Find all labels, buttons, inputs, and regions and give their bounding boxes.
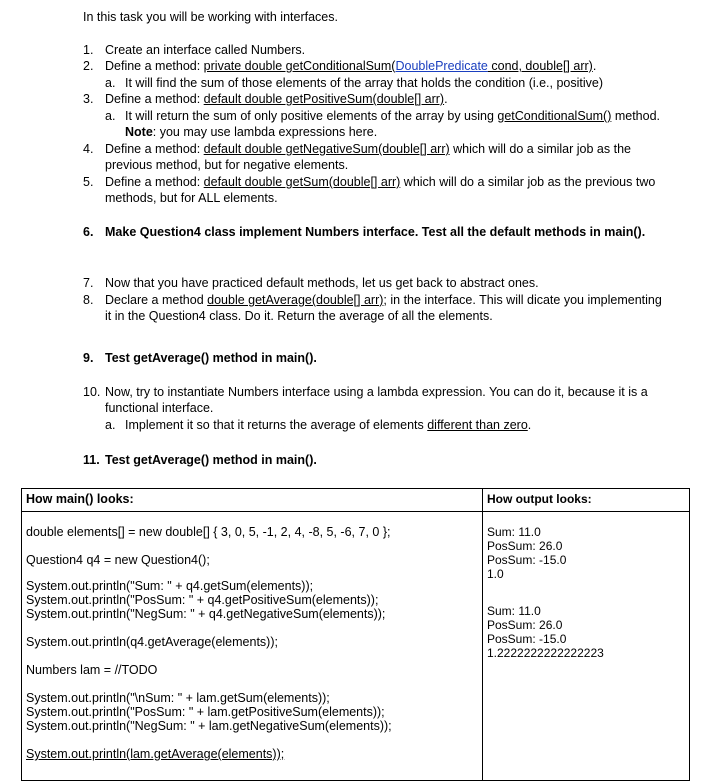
task-text (105, 453, 317, 467)
output-line: PosSum: 26.0 (487, 539, 563, 553)
code-line: Numbers lam = //TODO (26, 663, 158, 677)
task-text (105, 351, 317, 365)
task-number: a. (105, 109, 116, 123)
output-line: Sum: 11.0 (487, 525, 541, 539)
task-item (83, 141, 665, 173)
code-line: System.out.println("Sum: " + q4.getSum(elements)); (26, 579, 314, 593)
task-number: 7. (83, 276, 94, 290)
code-line: System.out.println("\nSum: " + lam.getSum(elements)); (26, 691, 330, 705)
code-line: System.out.println("NegSum: " + lam.getNegativeSum(elements)); (26, 719, 392, 733)
io-table (21, 488, 690, 781)
task-text-segment: Implement it so that it returns the average of elements (125, 418, 428, 432)
output-line: 1.0 (487, 567, 504, 581)
code-line: System.out.println("NegSum: " + q4.getNegativeSum(elements)); (26, 607, 386, 621)
output-line: 1.2222222222222223 (487, 646, 604, 660)
task-number: 2. (83, 59, 94, 73)
task-text (105, 43, 305, 57)
task-text (105, 276, 539, 290)
task-text-segment: Make Question4 class implement Numbers interface. Test all the default methods in main(). (105, 225, 646, 239)
task-number: 1. (83, 43, 94, 57)
task-text-segment: getConditionalSum() (497, 109, 612, 123)
task-text-segment: cond, double[] arr) (487, 59, 593, 73)
task-subitem (83, 417, 665, 433)
intro-text: In this task you will be working with interfaces. (83, 10, 338, 24)
task-number: 9. (83, 351, 94, 365)
output-cell (483, 512, 690, 781)
task-number: 4. (83, 142, 94, 156)
task-text-segment: It will find the sum of those elements of the array that holds the condition (i.e., positive) (125, 76, 604, 90)
output-line: Sum: 11.0 (487, 604, 541, 618)
task-text (125, 76, 603, 90)
task-text-segment: different than zero (427, 418, 528, 432)
task-text (105, 385, 648, 415)
task-number: 11. (83, 453, 100, 467)
task-text (105, 293, 662, 323)
task-item (83, 42, 665, 58)
task-number: 8. (83, 293, 94, 307)
task-number: 5. (83, 175, 94, 189)
code-header: How main() looks: (22, 489, 483, 512)
task-text-segment: ; in the interface. This will dicate you implementing it in the Question4 class. Do it. Return the average of all the elements. (105, 293, 662, 323)
task-number: 6. (83, 225, 94, 239)
task-item (83, 350, 665, 366)
task-text (105, 142, 631, 172)
task-text-segment: Define a method: (105, 59, 204, 73)
task-text-segment: method. (611, 109, 660, 123)
task-number: a. (105, 76, 116, 90)
task-text (125, 418, 531, 432)
task-text (105, 59, 596, 73)
output-header: How output looks: (483, 489, 690, 512)
output-line: PosSum: -15.0 (487, 553, 567, 567)
task-number: a. (105, 418, 116, 432)
code-line: System.out.println(lam.getAverage(elements)); (26, 747, 285, 761)
task-text-segment: which will do a similar job as the previous two methods, but for ALL elements. (105, 175, 656, 205)
task-item (83, 292, 665, 324)
task-item (83, 452, 665, 468)
task-item (83, 384, 665, 416)
task-text-segment: default double getPositiveSum(double[] arr) (203, 92, 445, 106)
task-text-segment: Test getAverage() method in main(). (105, 453, 317, 467)
task-text (105, 175, 655, 205)
task-text-segment: private double getConditionalSum( (203, 59, 396, 73)
output-line: PosSum: 26.0 (487, 618, 563, 632)
task-item (83, 58, 665, 74)
task-text-segment: Define a method: (105, 92, 204, 106)
task-text-segment: Now that you have practiced default methods, let us get back to abstract ones. (105, 276, 539, 290)
task-text-segment: Declare a method (105, 293, 208, 307)
task-text-segment: . (527, 418, 532, 432)
task-text-segment: : you may use lambda expressions here. (152, 125, 378, 139)
task-text-segment: It will return the sum of only positive elements of the array by using (125, 109, 498, 123)
task-item (83, 91, 665, 107)
task-text-segment: Create an interface called Numbers. (105, 43, 306, 57)
task-number: 3. (83, 92, 94, 106)
task-text (105, 92, 448, 106)
task-subitem (83, 75, 665, 91)
task-text-segment: Define a method: (105, 142, 204, 156)
task-subitem (83, 108, 665, 140)
task-item (83, 275, 665, 291)
task-text-segment: double getAverage(double[] arr) (207, 293, 384, 307)
code-cell (22, 512, 483, 781)
code-line: Question4 q4 = new Question4(); (26, 553, 210, 567)
task-text-segment: Test getAverage() method in main(). (105, 351, 317, 365)
code-line: double elements[] = new double[] { 3, 0, 5, -1, 2, 4, -8, 5, -6, 7, 0 }; (26, 525, 391, 539)
task-item (83, 174, 665, 206)
code-line: System.out.println("PosSum: " + lam.getPositiveSum(elements)); (26, 705, 385, 719)
task-text-segment: DoublePredicate (395, 59, 488, 73)
code-line: System.out.println("PosSum: " + q4.getPositiveSum(elements)); (26, 593, 379, 607)
task-text-segment: Note (125, 125, 153, 139)
task-text-segment: . (444, 92, 448, 106)
task-text-segment: which will do a similar job as the previous method, but for negative elements. (105, 142, 631, 172)
output-line: PosSum: -15.0 (487, 632, 567, 646)
task-text-segment: Define a method: (105, 175, 204, 189)
code-line: System.out.println(q4.getAverage(elements)); (26, 635, 278, 649)
task-text-segment: . (592, 59, 597, 73)
task-text (125, 109, 660, 139)
task-item (83, 224, 665, 240)
task-text (105, 225, 645, 239)
task-text-segment: default double getSum(double[] arr) (203, 175, 401, 189)
task-number: 10. (83, 385, 101, 399)
task-text-segment: default double getNegativeSum(double[] arr) (203, 142, 450, 156)
task-text-segment: Now, try to instantiate Numbers interface using a lambda expression. You can do it, because it is a functional interface. (105, 385, 648, 415)
